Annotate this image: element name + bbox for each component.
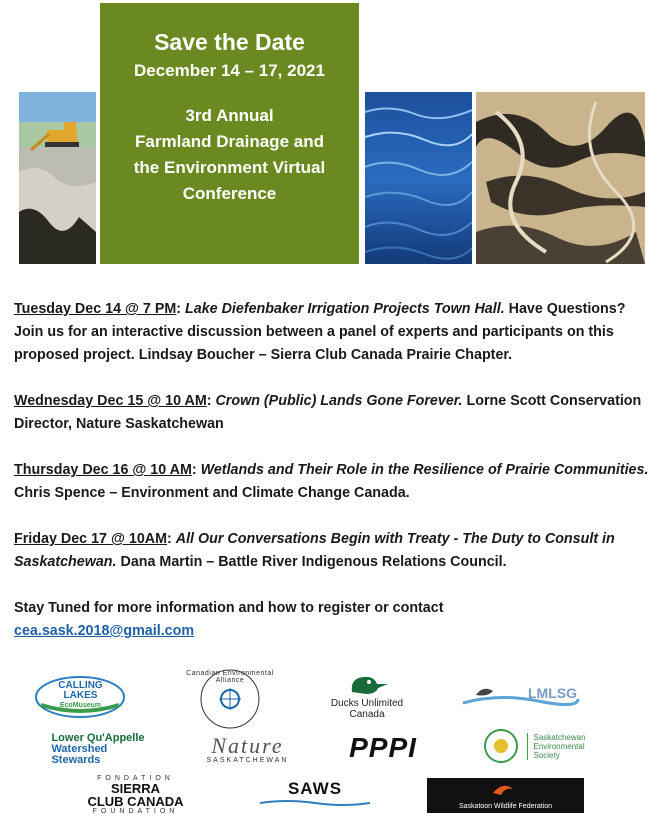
event-list <box>14 298 654 643</box>
ccea-logo: Canadian Environmental Alliance <box>177 668 283 730</box>
event-tuesday: Tuesday Dec 14 @ 7 PM: Lake Diefenbaker Irrigation Projects Town Hall. Have Questions? Join us for an interactive discussion between a panel of experts and participants on this proposed project. Lindsay Boucher – Sierra Club Canada Prairie Chapter. <box>14 301 626 363</box>
water-photo <box>365 92 472 264</box>
event-friday: Friday Dec 17 @ 10AM: All Our Conversations Begin with Treaty - The Duty to Consult in Saskatchewan. Dana Martin – Battle River Indigenous Relations Council. <box>14 531 615 570</box>
banner-title: Save the Date <box>154 29 305 55</box>
aerial-wetland-photo <box>476 92 645 264</box>
saskatoon-wildlife-federation-logo: Saskatoon Wildlife Federation <box>427 778 584 813</box>
calling-lakes-logo: CALLING LAKES EcoMuseum <box>33 675 128 720</box>
contact-email-link[interactable]: cea.sask.2018@gmail.com <box>14 623 195 639</box>
event-detail: Have Questions? Join us for an interactive discussion between a panel of experts and participants on this proposed project. Lindsay Boucher – Sierra Club Canada Prairie Chapter. <box>14 301 626 363</box>
event-detail: Dana Martin – Battle River Indigenous Relations Council. <box>120 554 507 570</box>
save-the-date-box <box>100 3 359 264</box>
pppi-logo: PPPI <box>349 732 417 763</box>
banner-subtitle: 3rd Annual Farmland Drainage and the Environment Virtual Conference <box>133 106 326 203</box>
saws-logo: SAWS <box>250 776 380 810</box>
event-day: Tuesday Dec 14 @ 7 PM <box>14 301 177 317</box>
excavator-photo <box>19 92 96 264</box>
stay-tuned-text: Stay Tuned for more information and how to register or contact cea.sask.2018@gmail.com <box>14 600 444 639</box>
event-title: Lake Diefenbaker Irrigation Projects Town Hall. <box>185 301 505 317</box>
event-thursday: Thursday Dec 16 @ 10 AM: Wetlands and Their Role in the Resilience of Prairie Communities. Chris Spence – Environment and Climate Change Canada. <box>14 462 649 501</box>
event-title: Crown (Public) Lands Gone Forever. <box>215 393 463 409</box>
ses-logo: Saskatchewan Environmental Society <box>462 727 607 765</box>
event-wednesday: Wednesday Dec 15 @ 10 AM: Crown (Public) Lands Gone Forever. Lorne Scott Conservation Director, Nature Saskatchewan <box>14 393 642 432</box>
event-detail: Chris Spence – Environment and Climate Change Canada. <box>14 485 410 501</box>
event-day: Friday Dec 17 @ 10AM <box>14 531 168 547</box>
banner-dates: December 14 – 17, 2021 <box>134 61 325 80</box>
event-day: Thursday Dec 16 @ 10 AM <box>14 462 192 478</box>
ducks-unlimited-logo: Ducks Unlimited Canada <box>313 670 421 722</box>
nature-saskatchewan-logo: Nature SASKATCHEWAN <box>206 732 289 764</box>
event-detail: Lorne Scott Conservation Director, Nature Saskatchewan <box>14 393 642 432</box>
banner <box>0 0 666 270</box>
event-day: Wednesday Dec 15 @ 10 AM <box>14 393 207 409</box>
lower-quappelle-logo: Lower Qu'Appelle Watershed Stewards <box>51 731 145 766</box>
lmlsg-logo: LMLSG <box>458 675 583 715</box>
event-title: All Our Conversations Begin with Treaty - The Duty to Consult in Saskatchewan. <box>14 531 615 570</box>
event-title: Wetlands and Their Role in the Resilience of Prairie Communities. <box>200 462 649 478</box>
sierra-club-logo: FONDATION SIERRA CLUB CANADA FOUNDATION <box>87 775 184 815</box>
